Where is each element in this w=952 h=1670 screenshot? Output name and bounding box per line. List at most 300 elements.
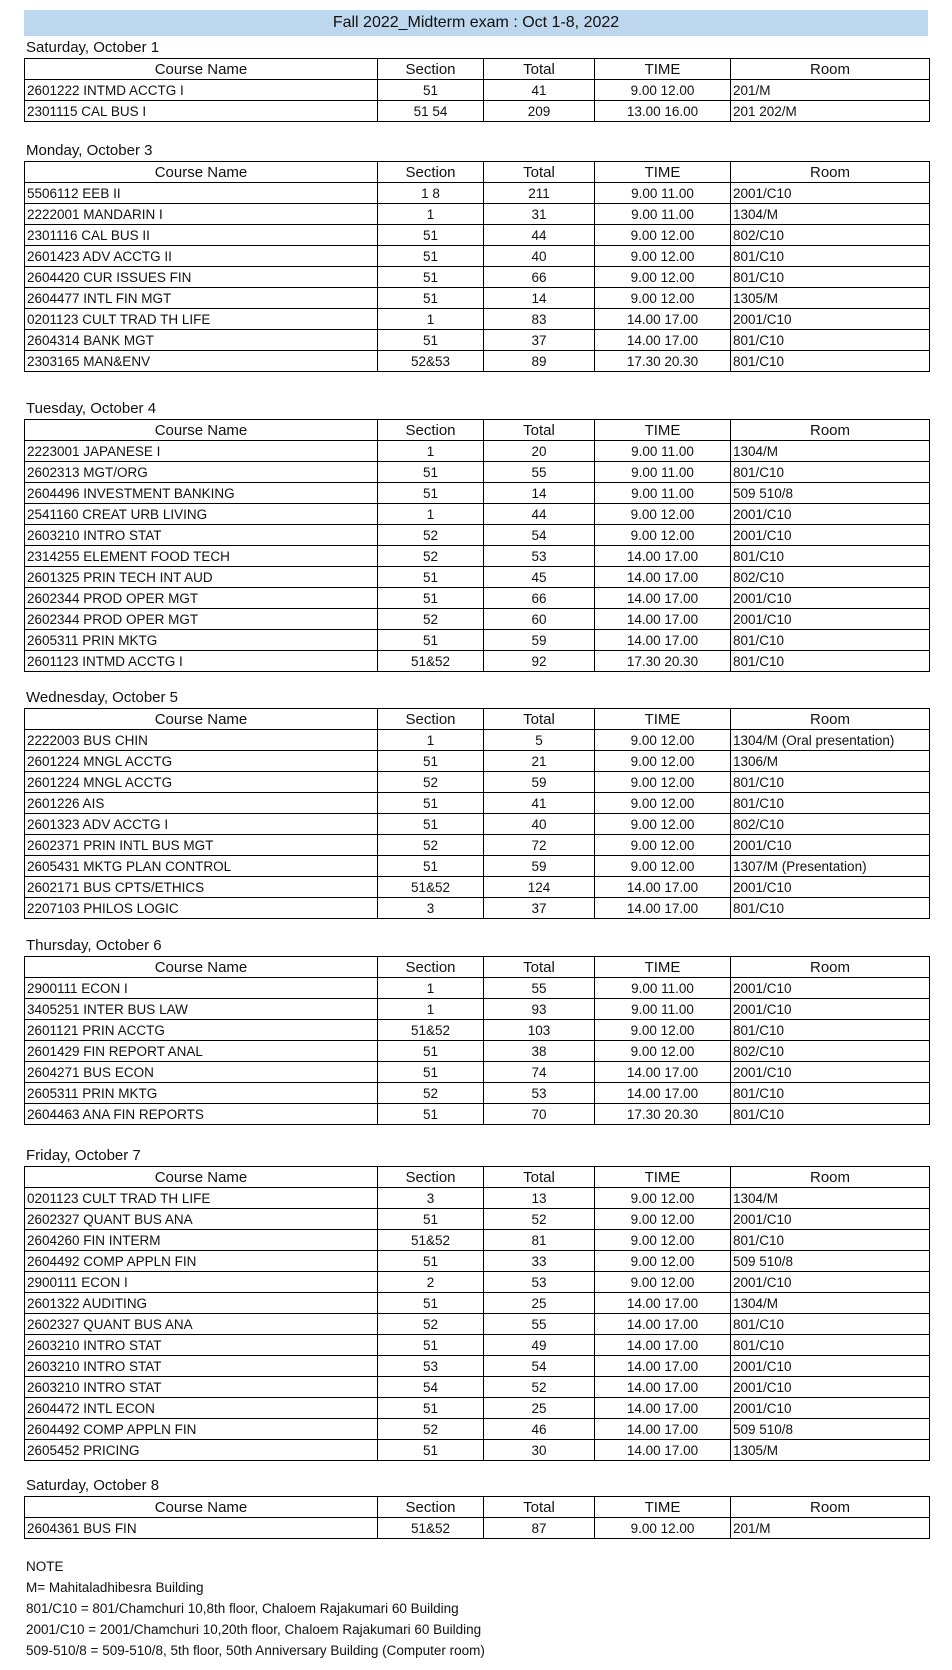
table-row [25,1272,930,1293]
total-cell: 211 [484,183,595,204]
course-name-cell: 2301115 CAL BUS I [25,101,378,122]
time-cell: 9.00 12.00 [595,267,731,288]
section-cell: 51 [378,588,484,609]
table-row [25,793,930,814]
section-cell: 51 [378,330,484,351]
time-cell: 9.00 11.00 [595,462,731,483]
room-cell: 802/C10 [731,225,930,246]
section-cell: 1 [378,441,484,462]
course-name-cell: 2301116 CAL BUS II [25,225,378,246]
room-cell: 802/C10 [731,814,930,835]
room-cell: 801/C10 [731,462,930,483]
total-cell: 20 [484,441,595,462]
total-cell: 53 [484,546,595,567]
total-cell: 41 [484,80,595,101]
course-name-cell: 5506112 EEB II [25,183,378,204]
course-name-cell: 2303165 MAN&ENV [25,351,378,372]
room-cell: 1304/M (Oral presentation) [731,730,930,751]
time-cell: 9.00 12.00 [595,793,731,814]
section-cell: 51&52 [378,1020,484,1041]
header-total: Total [484,1497,595,1518]
table-row [25,1377,930,1398]
time-cell: 9.00 12.00 [595,1041,731,1062]
note-line: M= Mahitaladhibesra Building [26,1580,204,1595]
table-row [25,1398,930,1419]
table-row [25,730,930,751]
exam-table [24,1496,930,1539]
room-cell: 1305/M [731,1440,930,1461]
total-cell: 45 [484,567,595,588]
total-cell: 13 [484,1188,595,1209]
exam-table [24,58,930,122]
section-cell: 52 [378,546,484,567]
header-time: TIME [595,709,731,730]
section-cell: 51 [378,246,484,267]
table-row [25,567,930,588]
time-cell: 14.00 17.00 [595,1293,731,1314]
day-block [24,399,929,672]
total-cell: 5 [484,730,595,751]
time-cell: 17.30 20.30 [595,1104,731,1125]
section-cell: 54 [378,1377,484,1398]
time-cell: 9.00 11.00 [595,978,731,999]
room-cell: 801/C10 [731,330,930,351]
table-header-row [25,420,930,441]
time-cell: 14.00 17.00 [595,630,731,651]
section-cell: 51&52 [378,1518,484,1539]
time-cell: 9.00 11.00 [595,183,731,204]
time-cell: 9.00 11.00 [595,204,731,225]
time-cell: 9.00 12.00 [595,772,731,793]
course-name-cell: 2601323 ADV ACCTG I [25,814,378,835]
room-cell: 1306/M [731,751,930,772]
header-room: Room [731,59,930,80]
time-cell: 9.00 12.00 [595,814,731,835]
total-cell: 59 [484,630,595,651]
time-cell: 9.00 12.00 [595,1230,731,1251]
room-cell: 802/C10 [731,1041,930,1062]
section-cell: 51 [378,1209,484,1230]
course-name-cell: 2602313 MGT/ORG [25,462,378,483]
total-cell: 87 [484,1518,595,1539]
time-cell: 9.00 12.00 [595,1020,731,1041]
course-name-cell: 2223001 JAPANESE I [25,441,378,462]
header-section: Section [378,957,484,978]
table-row [25,483,930,504]
table-row [25,609,930,630]
table-row [25,246,930,267]
total-cell: 44 [484,504,595,525]
time-cell: 14.00 17.00 [595,1314,731,1335]
course-name-cell: 2605311 PRIN MKTG [25,630,378,651]
table-row [25,183,930,204]
course-name-cell: 2601121 PRIN ACCTG [25,1020,378,1041]
header-section: Section [378,59,484,80]
table-row [25,80,930,101]
course-name-cell: 2601224 MNGL ACCTG [25,751,378,772]
table-row [25,1188,930,1209]
time-cell: 9.00 12.00 [595,856,731,877]
section-cell: 52 [378,1083,484,1104]
table-row [25,546,930,567]
room-cell: 801/C10 [731,546,930,567]
table-row [25,588,930,609]
section-cell: 52 [378,772,484,793]
exam-table [24,1166,930,1461]
section-cell: 1 [378,999,484,1020]
total-cell: 30 [484,1440,595,1461]
table-row [25,651,930,672]
total-cell: 74 [484,1062,595,1083]
course-name-cell: 0201123 CULT TRAD TH LIFE [25,1188,378,1209]
course-name-cell: 2604492 COMP APPLN FIN [25,1419,378,1440]
day-label: Wednesday, October 5 [26,689,179,706]
day-block [24,141,929,372]
header-section: Section [378,709,484,730]
course-name-cell: 2900111 ECON I [25,1272,378,1293]
section-cell: 51 [378,1041,484,1062]
room-cell: 801/C10 [731,793,930,814]
total-cell: 40 [484,246,595,267]
room-cell: 801/C10 [731,1314,930,1335]
course-name-cell: 2604496 INVESTMENT BANKING [25,483,378,504]
course-name-cell: 2604271 BUS ECON [25,1062,378,1083]
exam-table [24,956,930,1125]
room-cell: 2001/C10 [731,999,930,1020]
course-name-cell: 2207103 PHILOS LOGIC [25,898,378,919]
section-cell: 51 [378,814,484,835]
day-block [24,688,929,919]
section-cell: 51 [378,630,484,651]
time-cell: 14.00 17.00 [595,1377,731,1398]
header-section: Section [378,420,484,441]
total-cell: 38 [484,1041,595,1062]
table-row [25,1209,930,1230]
total-cell: 25 [484,1293,595,1314]
header-time: TIME [595,1497,731,1518]
day-label: Thursday, October 6 [26,937,162,954]
table-row [25,1419,930,1440]
room-cell: 1304/M [731,1293,930,1314]
table-row [25,1083,930,1104]
room-cell: 2001/C10 [731,609,930,630]
section-cell: 52 [378,609,484,630]
table-row [25,898,930,919]
header-course-name: Course Name [25,709,378,730]
section-cell: 1 [378,978,484,999]
room-cell: 801/C10 [731,1230,930,1251]
time-cell: 14.00 17.00 [595,609,731,630]
section-cell: 51 [378,1335,484,1356]
header-course-name: Course Name [25,1167,378,1188]
time-cell: 14.00 17.00 [595,1419,731,1440]
room-cell: 2001/C10 [731,1272,930,1293]
section-cell: 51&52 [378,651,484,672]
section-cell: 51 [378,483,484,504]
section-cell: 1 [378,730,484,751]
total-cell: 40 [484,814,595,835]
section-cell: 52 [378,1419,484,1440]
total-cell: 21 [484,751,595,772]
header-room: Room [731,1167,930,1188]
course-name-cell: 2604260 FIN INTERM [25,1230,378,1251]
table-row [25,101,930,122]
header-room: Room [731,162,930,183]
table-row [25,225,930,246]
course-name-cell: 2601224 MNGL ACCTG [25,772,378,793]
header-total: Total [484,420,595,441]
room-cell: 2001/C10 [731,877,930,898]
course-name-cell: 2603210 INTRO STAT [25,1377,378,1398]
day-label: Monday, October 3 [26,142,153,159]
exam-table [24,708,930,919]
room-cell: 1304/M [731,1188,930,1209]
header-time: TIME [595,1167,731,1188]
section-cell: 51 [378,1104,484,1125]
table-row [25,288,930,309]
time-cell: 9.00 12.00 [595,751,731,772]
course-name-cell: 2604361 BUS FIN [25,1518,378,1539]
section-cell: 51 [378,288,484,309]
total-cell: 66 [484,267,595,288]
total-cell: 60 [484,609,595,630]
course-name-cell: 2602344 PROD OPER MGT [25,588,378,609]
table-row [25,877,930,898]
table-header-row [25,709,930,730]
room-cell: 2001/C10 [731,1062,930,1083]
time-cell: 14.00 17.00 [595,546,731,567]
room-cell: 801/C10 [731,1083,930,1104]
total-cell: 33 [484,1251,595,1272]
table-row [25,999,930,1020]
table-row [25,441,930,462]
table-row [25,772,930,793]
time-cell: 17.30 20.30 [595,351,731,372]
course-name-cell: 2604420 CUR ISSUES FIN [25,267,378,288]
total-cell: 89 [484,351,595,372]
header-course-name: Course Name [25,59,378,80]
room-cell: 1304/M [731,204,930,225]
total-cell: 81 [484,1230,595,1251]
day-block [24,1146,929,1461]
table-row [25,351,930,372]
course-name-cell: 2604472 INTL ECON [25,1398,378,1419]
header-time: TIME [595,957,731,978]
header-room: Room [731,709,930,730]
table-row [25,1440,930,1461]
table-row [25,204,930,225]
section-cell: 51 [378,1293,484,1314]
section-cell: 51 [378,1251,484,1272]
room-cell: 509 510/8 [731,483,930,504]
header-section: Section [378,1167,484,1188]
table-row [25,1518,930,1539]
table-row [25,1314,930,1335]
course-name-cell: 2605311 PRIN MKTG [25,1083,378,1104]
section-cell: 51 [378,462,484,483]
time-cell: 17.30 20.30 [595,651,731,672]
course-name-cell: 2602327 QUANT BUS ANA [25,1209,378,1230]
time-cell: 14.00 17.00 [595,1335,731,1356]
course-name-cell: 2601423 ADV ACCTG II [25,246,378,267]
table-row [25,525,930,546]
course-name-cell: 2601325 PRIN TECH INT AUD [25,567,378,588]
time-cell: 9.00 12.00 [595,1251,731,1272]
note-line: 509-510/8 = 509-510/8, 5th floor, 50th Anniversary Building (Computer room) [26,1643,485,1658]
total-cell: 52 [484,1209,595,1230]
time-cell: 9.00 12.00 [595,288,731,309]
day-label: Tuesday, October 4 [26,400,157,417]
course-name-cell: 2602371 PRIN INTL BUS MGT [25,835,378,856]
course-name-cell: 2603210 INTRO STAT [25,525,378,546]
section-cell: 52 [378,1314,484,1335]
table-row [25,1020,930,1041]
time-cell: 9.00 11.00 [595,441,731,462]
total-cell: 83 [484,309,595,330]
header-course-name: Course Name [25,957,378,978]
time-cell: 9.00 12.00 [595,1272,731,1293]
header-room: Room [731,957,930,978]
time-cell: 9.00 12.00 [595,225,731,246]
total-cell: 55 [484,978,595,999]
table-row [25,1293,930,1314]
header-total: Total [484,59,595,80]
section-cell: 51 54 [378,101,484,122]
course-name-cell: 2604492 COMP APPLN FIN [25,1251,378,1272]
table-row [25,1356,930,1377]
table-row [25,1062,930,1083]
section-cell: 52 [378,525,484,546]
time-cell: 9.00 12.00 [595,1518,731,1539]
total-cell: 59 [484,856,595,877]
section-cell: 51 [378,856,484,877]
time-cell: 14.00 17.00 [595,309,731,330]
header-course-name: Course Name [25,1497,378,1518]
course-name-cell: 2605431 MKTG PLAN CONTROL [25,856,378,877]
total-cell: 70 [484,1104,595,1125]
course-name-cell: 2604477 INTL FIN MGT [25,288,378,309]
time-cell: 13.00 16.00 [595,101,731,122]
room-cell: 201 202/M [731,101,930,122]
course-name-cell: 2605452 PRICING [25,1440,378,1461]
section-cell: 3 [378,898,484,919]
course-name-cell: 2222003 BUS CHIN [25,730,378,751]
table-row [25,1230,930,1251]
exam-table [24,419,930,672]
day-block [24,38,929,122]
total-cell: 93 [484,999,595,1020]
total-cell: 55 [484,1314,595,1335]
time-cell: 9.00 12.00 [595,246,731,267]
table-row [25,978,930,999]
section-cell: 51 [378,793,484,814]
room-cell: 509 510/8 [731,1251,930,1272]
section-cell: 51 [378,1398,484,1419]
table-header-row [25,1167,930,1188]
total-cell: 92 [484,651,595,672]
total-cell: 72 [484,835,595,856]
day-label: Saturday, October 1 [26,39,160,56]
course-name-cell: 2222001 MANDARIN I [25,204,378,225]
notes-heading: NOTE [26,1559,64,1574]
time-cell: 14.00 17.00 [595,1083,731,1104]
time-cell: 14.00 17.00 [595,898,731,919]
total-cell: 53 [484,1272,595,1293]
section-cell: 1 8 [378,183,484,204]
header-course-name: Course Name [25,420,378,441]
total-cell: 37 [484,330,595,351]
table-row [25,814,930,835]
room-cell: 201/M [731,80,930,101]
notes-section [26,1556,485,1661]
total-cell: 25 [484,1398,595,1419]
total-cell: 37 [484,898,595,919]
header-course-name: Course Name [25,162,378,183]
section-cell: 51 [378,751,484,772]
section-cell: 2 [378,1272,484,1293]
room-cell: 802/C10 [731,567,930,588]
day-label: Friday, October 7 [26,1147,141,1164]
total-cell: 14 [484,288,595,309]
course-name-cell: 2602327 QUANT BUS ANA [25,1314,378,1335]
table-row [25,835,930,856]
table-row [25,330,930,351]
time-cell: 14.00 17.00 [595,1062,731,1083]
course-name-cell: 0201123 CULT TRAD TH LIFE [25,309,378,330]
room-cell: 801/C10 [731,1020,930,1041]
section-cell: 3 [378,1188,484,1209]
total-cell: 54 [484,1356,595,1377]
time-cell: 14.00 17.00 [595,588,731,609]
room-cell: 801/C10 [731,1335,930,1356]
course-name-cell: 2602171 BUS CPTS/ETHICS [25,877,378,898]
room-cell: 2001/C10 [731,309,930,330]
exam-table [24,161,930,372]
section-cell: 1 [378,504,484,525]
section-cell: 52 [378,835,484,856]
room-cell: 201/M [731,1518,930,1539]
course-name-cell: 2604314 BANK MGT [25,330,378,351]
table-row [25,462,930,483]
course-name-cell: 2604463 ANA FIN REPORTS [25,1104,378,1125]
header-room: Room [731,1497,930,1518]
room-cell: 801/C10 [731,1104,930,1125]
total-cell: 209 [484,101,595,122]
header-total: Total [484,1167,595,1188]
total-cell: 46 [484,1419,595,1440]
header-time: TIME [595,162,731,183]
table-row [25,1251,930,1272]
table-header-row [25,957,930,978]
room-cell: 801/C10 [731,772,930,793]
section-cell: 51&52 [378,877,484,898]
total-cell: 44 [484,225,595,246]
table-row [25,504,930,525]
header-total: Total [484,162,595,183]
course-name-cell: 2601429 FIN REPORT ANAL [25,1041,378,1062]
total-cell: 124 [484,877,595,898]
section-cell: 51 [378,567,484,588]
time-cell: 14.00 17.00 [595,1356,731,1377]
time-cell: 9.00 12.00 [595,730,731,751]
room-cell: 2001/C10 [731,183,930,204]
total-cell: 55 [484,462,595,483]
course-name-cell: 2541160 CREAT URB LIVING [25,504,378,525]
time-cell: 14.00 17.00 [595,567,731,588]
course-name-cell: 2603210 INTRO STAT [25,1356,378,1377]
room-cell: 1305/M [731,288,930,309]
header-room: Room [731,420,930,441]
